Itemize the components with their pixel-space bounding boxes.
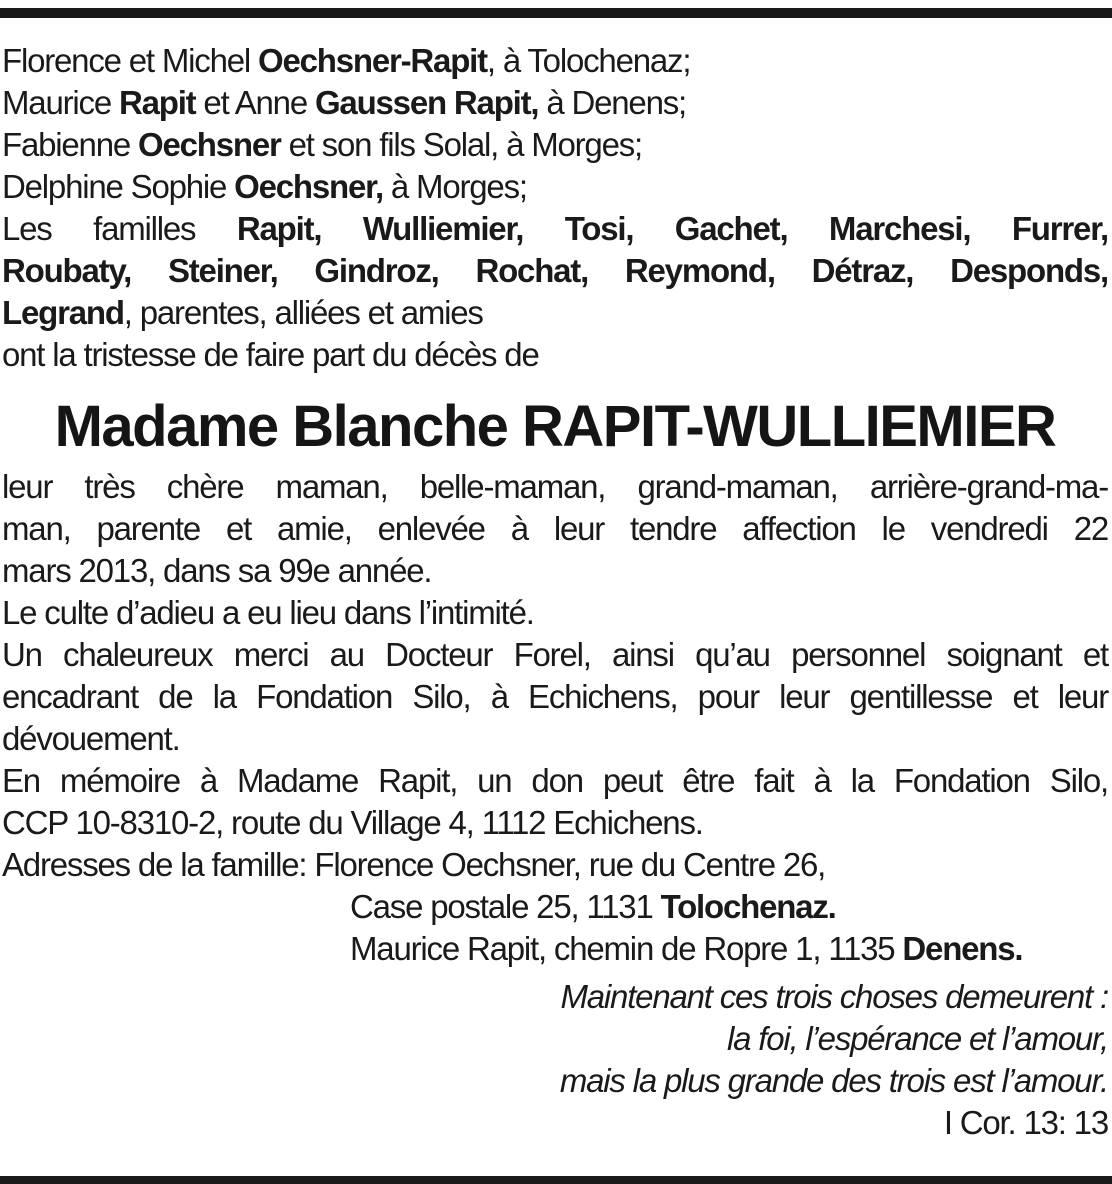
- quote-line-1: Maintenant ces trois choses demeurent :: [560, 978, 1108, 1015]
- family-line-3: Fabienne Oechsner et son fils Solal, à Morges;: [2, 126, 643, 163]
- body-line-7: dévouement.: [2, 720, 180, 757]
- body-line-2: man, parente et amie, enlevée à leur tendre affection le vendredi 22: [2, 510, 1108, 547]
- family-list: [2, 40, 1108, 376]
- body-line-3: mars 2013, dans sa 99e année.: [2, 552, 432, 589]
- body-line-6: encadrant de la Fondation Silo, à Echichens, pour leur gentillesse et leur: [2, 678, 1108, 715]
- family-line-6: Roubaty, Steiner, Gindroz, Rochat, Reymond, Détraz, Desponds,: [2, 252, 1108, 289]
- quote-reference: I Cor. 13: 13: [943, 1104, 1108, 1141]
- body-line-1: leur très chère maman, belle-maman, grand-maman, arrière-grand-ma-: [2, 468, 1108, 505]
- announcement-line: ont la tristesse de faire part du décès de: [2, 336, 539, 373]
- quote-line-2: la foi, l’espérance et l’amour,: [726, 1020, 1108, 1057]
- quote-line-3: mais la plus grande des trois est l’amour.: [559, 1062, 1108, 1099]
- body-line-8: En mémoire à Madame Rapit, un don peut être fait à la Fondation Silo,: [2, 762, 1108, 799]
- deceased-name: Madame Blanche RAPIT-WULLIEMIER: [54, 394, 1056, 459]
- address-line-1: Adresses de la famille: Florence Oechsner, rue du Centre 26,: [2, 846, 826, 883]
- body-line-5: Un chaleureux merci au Docteur Forel, ainsi qu’au personnel soignant et: [2, 636, 1108, 673]
- body-line-4: Le culte d’adieu a eu lieu dans l’intimité.: [2, 594, 534, 631]
- family-line-1: Florence et Michel Oechsner-Rapit, à Tolochenaz;: [2, 42, 691, 79]
- address-line-3: Maurice Rapit, chemin de Ropre 1, 1135 Denens.: [350, 930, 1023, 967]
- addresses-label: Adresses de la famille:: [2, 846, 315, 883]
- family-line-4: Delphine Sophie Oechsner, à Morges;: [2, 168, 527, 205]
- family-line-5: Les familles Rapit, Wulliemier, Tosi, Gachet, Marchesi, Furrer,: [2, 210, 1108, 247]
- address-line-2: Case postale 25, 1131 Tolochenaz.: [350, 888, 836, 925]
- body-line-9: CCP 10-8310-2, route du Village 4, 1112 Echichens.: [2, 804, 703, 841]
- family-addresses: [2, 844, 1108, 970]
- notice-body: [2, 466, 1108, 844]
- obituary-notice: [2, 40, 1108, 1144]
- bible-quote: [2, 976, 1108, 1144]
- family-line-2: Maurice Rapit et Anne Gaussen Rapit, à Denens;: [2, 84, 686, 121]
- family-line-7: Legrand, parentes, alliées et amies: [2, 294, 483, 331]
- top-rule: [0, 8, 1112, 18]
